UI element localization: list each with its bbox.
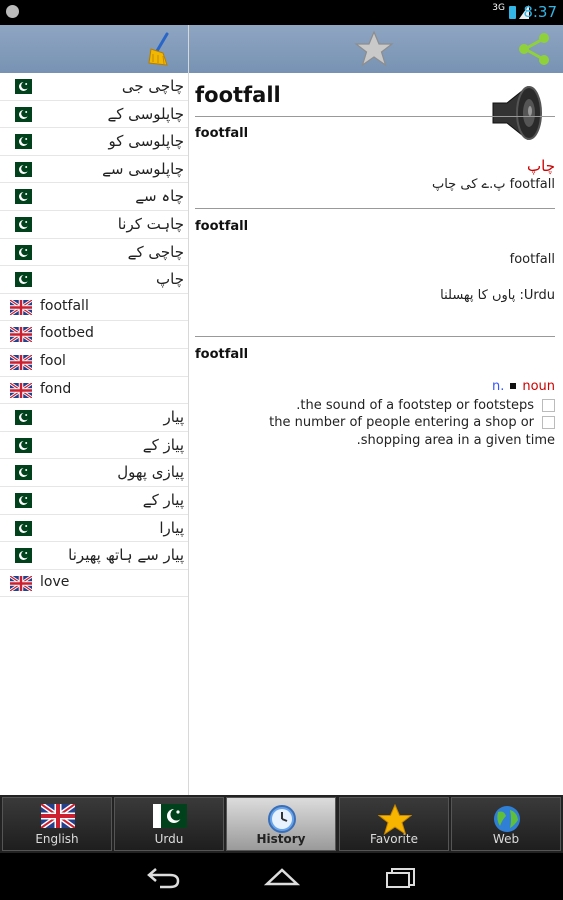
pakistan-flag-icon xyxy=(10,272,32,287)
history-word: چاپلوسی کے xyxy=(107,104,184,123)
share-icon[interactable] xyxy=(517,32,551,66)
checkbox[interactable] xyxy=(542,416,555,429)
history-item[interactable] xyxy=(0,349,188,377)
history-word: چاپلوسی کو xyxy=(108,132,184,151)
pakistan-flag-icon xyxy=(10,189,32,204)
history-item[interactable] xyxy=(0,432,188,460)
pakistan-flag-icon xyxy=(10,79,32,94)
tab-history[interactable] xyxy=(226,797,336,851)
definition-text: .the sound of a footstep or footsteps xyxy=(296,398,534,413)
uk-flag-icon xyxy=(10,327,32,342)
divider xyxy=(195,116,555,117)
pakistan-flag-icon xyxy=(10,162,32,177)
pakistan-flag-icon xyxy=(10,521,32,536)
tab-urdu[interactable] xyxy=(114,797,224,851)
battery-icon xyxy=(509,6,516,19)
definition-2 xyxy=(269,415,555,430)
history-word: پیار کے xyxy=(142,490,184,509)
pakistan-flag-icon xyxy=(10,245,32,260)
history-item[interactable] xyxy=(0,239,188,267)
system-nav-bar xyxy=(0,853,563,900)
history-word: پیارا xyxy=(159,518,184,537)
section-label: footfall xyxy=(195,347,249,362)
divider xyxy=(195,336,555,337)
history-word: پیار xyxy=(163,408,184,427)
history-item[interactable] xyxy=(0,128,188,156)
history-word: پیازی پھول xyxy=(117,463,184,482)
history-item[interactable] xyxy=(0,266,188,294)
tab-web[interactable] xyxy=(451,797,561,851)
history-item[interactable] xyxy=(0,570,188,598)
speaker-icon[interactable] xyxy=(489,83,545,143)
urdu-meaning: چاپ xyxy=(527,157,555,175)
status-bar xyxy=(0,0,563,25)
tab-bar xyxy=(0,795,563,853)
entry-header xyxy=(189,25,563,73)
history-word: چاہ سے xyxy=(135,187,184,206)
pakistan-flag-icon xyxy=(10,134,32,149)
uk-flag-icon xyxy=(10,300,32,315)
history-item[interactable] xyxy=(0,211,188,239)
back-icon[interactable] xyxy=(146,865,182,889)
history-word: چاپلوسی سے xyxy=(102,159,184,178)
pakistan-flag-icon xyxy=(10,217,32,232)
history-item[interactable] xyxy=(0,183,188,211)
clock-icon xyxy=(265,804,299,834)
pakistan-flag-icon xyxy=(10,410,32,425)
history-word: footfall xyxy=(40,297,89,314)
entry-word: footfall xyxy=(195,83,281,107)
history-item[interactable] xyxy=(0,377,188,405)
history-item[interactable] xyxy=(0,542,188,570)
uk-flag-icon xyxy=(10,383,32,398)
star-icon[interactable] xyxy=(354,30,394,68)
history-word: پیاز کے xyxy=(142,435,184,454)
history-item[interactable] xyxy=(0,321,188,349)
history-word: پیار سے ہاتھ پھیرنا xyxy=(68,546,184,565)
clock: 8:37 xyxy=(523,3,557,21)
pakistan-flag-icon xyxy=(10,548,32,563)
definition-1 xyxy=(296,398,555,413)
uk-flag-icon xyxy=(10,355,32,370)
tab-label: Urdu xyxy=(154,832,184,846)
meaning-line: footfall پ.ے کی چاپ xyxy=(431,177,555,192)
pakistan-flag-icon xyxy=(153,804,187,828)
pos-word: noun xyxy=(522,379,555,394)
history-word: fool xyxy=(40,352,66,369)
tab-label: English xyxy=(35,832,79,846)
divider xyxy=(195,208,555,209)
uk-flag-icon xyxy=(10,576,32,591)
history-item[interactable] xyxy=(0,73,188,101)
section-label: footfall xyxy=(195,126,249,141)
tab-label: History xyxy=(256,832,306,846)
recents-icon[interactable] xyxy=(384,865,420,889)
section-label: footfall xyxy=(195,219,249,234)
history-word: چاچی جی xyxy=(121,77,184,95)
history-list xyxy=(0,73,188,597)
tab-label: Favorite xyxy=(370,832,418,846)
entry-pane xyxy=(189,25,563,795)
bullet xyxy=(510,383,516,389)
pakistan-flag-icon xyxy=(10,438,32,453)
pos-abbr: n. xyxy=(491,379,505,394)
checkbox[interactable] xyxy=(542,399,555,412)
broom-icon[interactable] xyxy=(145,31,179,67)
history-header xyxy=(0,25,188,73)
definition-text: the number of people entering a shop or xyxy=(269,415,534,430)
definition-text: .shopping area in a given time xyxy=(356,433,555,448)
pakistan-flag-icon xyxy=(10,493,32,508)
history-item[interactable] xyxy=(0,101,188,129)
history-item[interactable] xyxy=(0,459,188,487)
history-word: love xyxy=(40,573,70,590)
history-word: footbed xyxy=(40,325,94,342)
history-item[interactable] xyxy=(0,294,188,322)
history-pane xyxy=(0,25,189,795)
uk-flag-icon xyxy=(41,804,75,828)
history-word: fond xyxy=(40,380,72,397)
part-of-speech xyxy=(492,379,555,394)
history-word: چاپ xyxy=(156,270,184,289)
globe-icon xyxy=(490,804,524,834)
history-item[interactable] xyxy=(0,156,188,184)
definition-2-cont xyxy=(357,433,555,448)
pakistan-flag-icon xyxy=(10,107,32,122)
history-word: چاچی کے xyxy=(127,242,184,261)
history-item[interactable] xyxy=(0,404,188,432)
network-type: 3G xyxy=(492,3,505,13)
tab-favorite[interactable] xyxy=(339,797,449,851)
debug-icon xyxy=(6,5,19,18)
pakistan-flag-icon xyxy=(10,465,32,480)
history-item[interactable] xyxy=(0,487,188,515)
home-icon[interactable] xyxy=(264,865,300,889)
history-word: چاہت کرنا xyxy=(117,214,184,233)
english-word: footfall xyxy=(509,252,555,267)
urdu-translation: Urdu: پاوں کا پھسلنا xyxy=(440,288,555,303)
history-item[interactable] xyxy=(0,515,188,543)
tab-label: Web xyxy=(492,832,520,846)
tab-english[interactable] xyxy=(2,797,112,851)
